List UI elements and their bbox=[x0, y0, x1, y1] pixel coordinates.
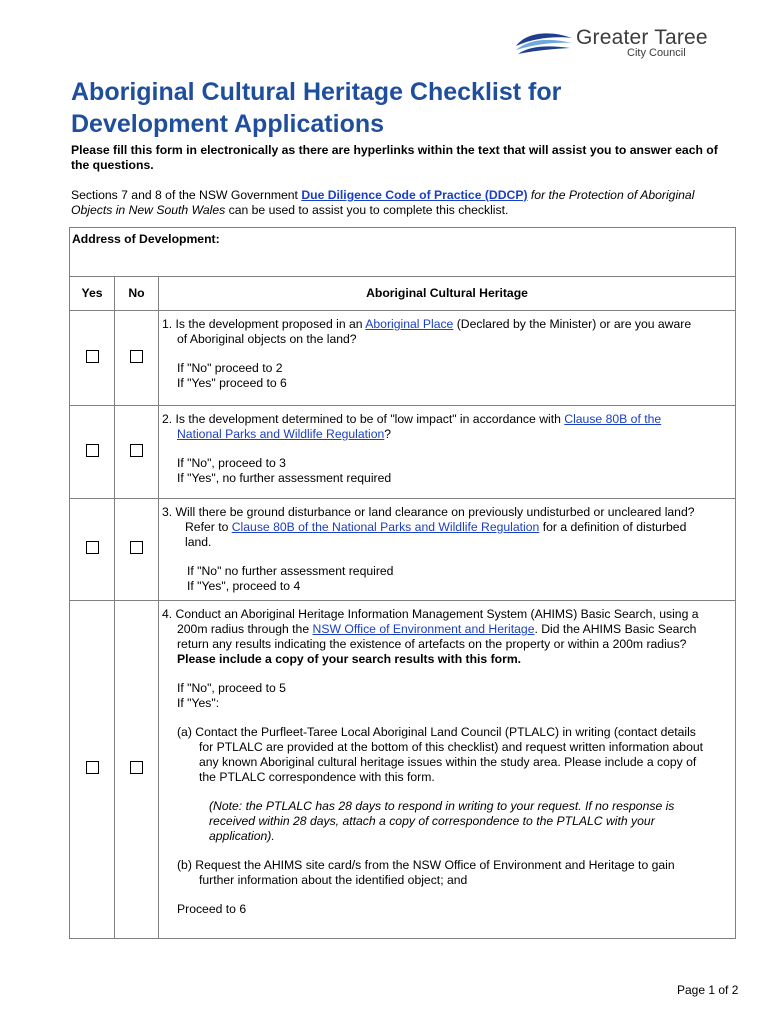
intro-text: Please fill this form in electronically as there are hyperlinks within the text that will assist you to answer each of the questions. bbox=[71, 143, 718, 172]
q4-text-pre: 200m radius through the bbox=[177, 622, 313, 636]
address-field[interactable] bbox=[70, 228, 736, 277]
q1-text: 1. Is the development proposed in an bbox=[162, 317, 366, 331]
q4-text-post: . Did the AHIMS Basic Search bbox=[534, 622, 697, 636]
q1-yes-checkbox[interactable] bbox=[86, 350, 99, 363]
sections-prefix: Sections 7 and 8 of the NSW Government bbox=[71, 188, 302, 202]
q1-text-post: (Declared by the Minister) or are you aware bbox=[453, 317, 692, 331]
q4-step-b-line2: further information about the identified object; and bbox=[199, 873, 468, 887]
q3-text-cell bbox=[159, 499, 736, 601]
question-row-1 bbox=[70, 311, 736, 406]
q3-no-instruction: If "No" no further assessment required bbox=[187, 564, 394, 578]
q4-text-line3: return any results indicating the existence of artefacts on the property or within a 200m radius? bbox=[177, 637, 687, 651]
no-column-header: No bbox=[115, 277, 159, 311]
logo-subtitle: City Council bbox=[627, 47, 686, 59]
q4-note-line1: (Note: the PTLALC has 28 days to respond in writing to your request. If no response is bbox=[209, 799, 675, 813]
q2-yes-instruction: If "Yes", no further assessment required bbox=[177, 471, 392, 485]
q1-yes-instruction: If "Yes" proceed to 6 bbox=[177, 376, 287, 390]
wave-logo-icon bbox=[514, 28, 574, 60]
council-logo bbox=[514, 26, 744, 62]
q4-yes-cell bbox=[70, 601, 115, 939]
q3-yes-cell bbox=[70, 499, 115, 601]
q2-yes-cell bbox=[70, 406, 115, 499]
q3-text-pre: Refer to bbox=[185, 520, 232, 534]
q4-step-a-line4: the PTLALC correspondence with this form. bbox=[199, 770, 435, 784]
sections-italic: for the Protection of Aboriginal Objects in New South Wales bbox=[71, 188, 695, 217]
q2-yes-checkbox[interactable] bbox=[86, 444, 99, 457]
address-label: Address of Development: bbox=[72, 232, 220, 246]
q1-yes-cell bbox=[70, 311, 115, 406]
question-row-4 bbox=[70, 601, 736, 939]
q4-proceed-instruction: Proceed to 6 bbox=[177, 902, 247, 916]
heritage-column-header: Aboriginal Cultural Heritage bbox=[159, 277, 736, 311]
q4-note-line3: application). bbox=[209, 829, 275, 843]
logo-name: Greater Taree bbox=[576, 26, 708, 49]
page-title: Aboriginal Cultural Heritage Checklist for Development Applications bbox=[71, 78, 562, 138]
clause-80b-link-a[interactable]: Clause 80B of the bbox=[564, 412, 662, 426]
sections-suffix: can be used to assist you to complete this checklist. bbox=[225, 203, 509, 217]
q1-no-instruction: If "No" proceed to 2 bbox=[177, 361, 283, 375]
q4-include-note: Please include a copy of your search results with this form. bbox=[177, 652, 522, 666]
aboriginal-place-link[interactable]: Aboriginal Place bbox=[365, 317, 454, 331]
q3-text-post: for a definition of disturbed bbox=[539, 520, 687, 534]
q2-text: 2. Is the development determined to be of "low impact" in accordance with bbox=[162, 412, 565, 426]
q2-text-post: ? bbox=[384, 427, 392, 441]
q4-text: 4. Conduct an Aboriginal Heritage Information Management System (AHIMS) Basic Search, using a bbox=[162, 607, 699, 621]
q2-no-instruction: If "No", proceed to 3 bbox=[177, 456, 286, 470]
clause-80b-link-b[interactable]: National Parks and Wildlife Regulation bbox=[177, 427, 385, 441]
page-number: Page 1 of 2 bbox=[677, 983, 739, 997]
q4-step-a-line2: for PTLALC are provided at the bottom of this checklist) and request written information about bbox=[199, 740, 704, 754]
q4-yes-checkbox[interactable] bbox=[86, 761, 99, 774]
clause-80b-link-c[interactable]: Clause 80B of the National Parks and Wildlife Regulation bbox=[231, 520, 540, 534]
q4-step-b-line1: (b) Request the AHIMS site card/s from the NSW Office of Environment and Heritage to gain bbox=[177, 858, 675, 872]
q4-note-line2: received within 28 days, attach a copy of correspondence to the PTLALC with your bbox=[209, 814, 655, 828]
q1-no-cell bbox=[115, 311, 159, 406]
q4-no-checkbox[interactable] bbox=[130, 761, 143, 774]
q3-no-checkbox[interactable] bbox=[130, 541, 143, 554]
q2-no-cell bbox=[115, 406, 159, 499]
yes-column-header: Yes bbox=[70, 277, 115, 311]
q1-no-checkbox[interactable] bbox=[130, 350, 143, 363]
q3-text: 3. Will there be ground disturbance or land clearance on previously undisturbed or uncleared land? bbox=[162, 505, 695, 519]
question-row-2 bbox=[70, 406, 736, 499]
q2-no-checkbox[interactable] bbox=[130, 444, 143, 457]
nsw-oeh-link[interactable]: NSW Office of Environment and Heritage bbox=[312, 622, 535, 636]
q4-step-a-line1: (a) Contact the Purfleet-Taree Local Aboriginal Land Council (PTLALC) in writing (contact details bbox=[177, 725, 696, 739]
q2-text-cell bbox=[159, 406, 736, 499]
q1-text-cell bbox=[159, 311, 736, 406]
q3-yes-instruction: If "Yes", proceed to 4 bbox=[187, 579, 301, 593]
q3-text-line3: land. bbox=[185, 535, 212, 549]
q1-text-line2: of Aboriginal objects on the land? bbox=[177, 332, 357, 346]
q4-yes-instruction: If "Yes": bbox=[177, 696, 220, 710]
q3-no-cell bbox=[115, 499, 159, 601]
q4-no-instruction: If "No", proceed to 5 bbox=[177, 681, 286, 695]
q4-no-cell bbox=[115, 601, 159, 939]
q4-text-cell bbox=[159, 601, 736, 939]
heritage-checklist-table bbox=[69, 227, 736, 939]
q3-yes-checkbox[interactable] bbox=[86, 541, 99, 554]
ddcp-link[interactable]: Due Diligence Code of Practice (DDCP) bbox=[301, 188, 528, 202]
q4-step-a-line3: any known Aboriginal cultural heritage issues within the study area. Please include a copy of bbox=[199, 755, 697, 769]
question-row-3 bbox=[70, 499, 736, 601]
sections-text bbox=[71, 188, 731, 218]
